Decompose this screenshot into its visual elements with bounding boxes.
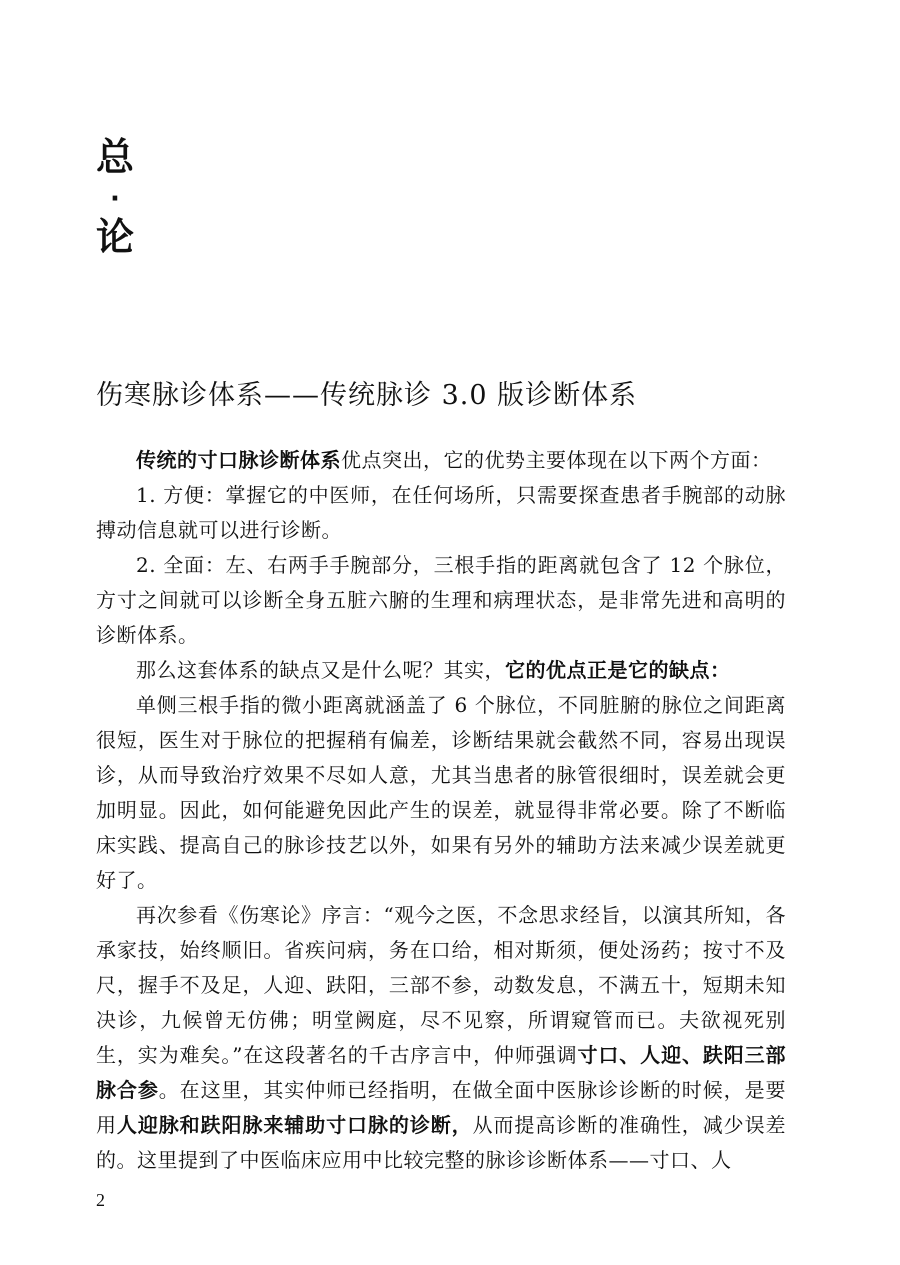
chapter-title-char-2: 论 xyxy=(96,215,135,259)
chapter-title-dot: · xyxy=(110,184,120,214)
paragraph-6 xyxy=(96,898,786,1178)
body-text xyxy=(96,443,786,1178)
chapter-title-char-1: 总 xyxy=(96,135,135,179)
paragraph-text: 从而提高诊断的准确性，减少误差的。这里提到了中医临床应用中比较完整的脉诊诊断体系——寸口、人 xyxy=(96,1113,786,1172)
bold-phrase: 它的优点正是它的缺点： xyxy=(505,658,731,682)
bold-phrase: 人迎脉和趺阳脉来辅助寸口脉的诊断， xyxy=(116,1113,473,1137)
bold-phrase: 寸口、人迎、趺阳三部脉合参 xyxy=(96,1043,786,1102)
paragraph-text: 。在这里，其实仲师已经指明，在做全面中医脉诊诊断的时候，是要用 xyxy=(96,1078,786,1137)
paragraph-text: 优点突出，它的优势主要体现在以下两个方面： xyxy=(341,448,772,472)
paragraph-text: 再次参看《伤寒论》序言：“观今之医，不念思求经旨，以演其所知，各承家技，始终顺旧。省疾问病，务在口给，相对斯须，便处汤药；按寸不及尺，握手不及足，人迎、趺阳，三部不参，动数发息，不满五十，短期未知决诊，九候曾无仿佛；明堂阙庭，尽不见察，所谓窥管而已。夫欲视死别生，实为难矣。”在这段著名的千古序言中，仲师强调 xyxy=(96,903,786,1067)
page-number: 2 xyxy=(96,1190,105,1210)
paragraph-4 xyxy=(96,653,786,688)
section-heading: 伤寒脉诊体系——传统脉诊 3.0 版诊断体系 xyxy=(96,380,638,411)
paragraph-2: 1. 方便：掌握它的中医师，在任何场所，只需要探查患者手腕部的动脉搏动信息就可以进行诊断。 xyxy=(96,483,786,542)
paragraph-text: 那么这套体系的缺点又是什么呢？其实， xyxy=(136,658,505,682)
paragraph-1 xyxy=(96,443,786,478)
paragraph-3: 2. 全面：左、右两手手腕部分，三根手指的距离就包含了 12 个脉位，方寸之间就可以诊断全身五脏六腑的生理和病理状态，是非常先进和高明的诊断体系。 xyxy=(96,553,786,647)
paragraph-5: 单侧三根手指的微小距离就涵盖了 6 个脉位，不同脏腑的脉位之间距离很短，医生对于脉位的把握稍有偏差，诊断结果就会截然不同，容易出现误诊，从而导致治疗效果不尽如人意，尤其当患者的脉管很细时，误差就会更加明显。因此，如何能避免因此产生的误差，就显得非常必要。除了不断临床实践、提高自己的脉诊技艺以外，如果有另外的辅助方法来减少误差就更好了。 xyxy=(96,693,786,892)
bold-phrase: 传统的寸口脉诊断体系 xyxy=(136,448,341,472)
